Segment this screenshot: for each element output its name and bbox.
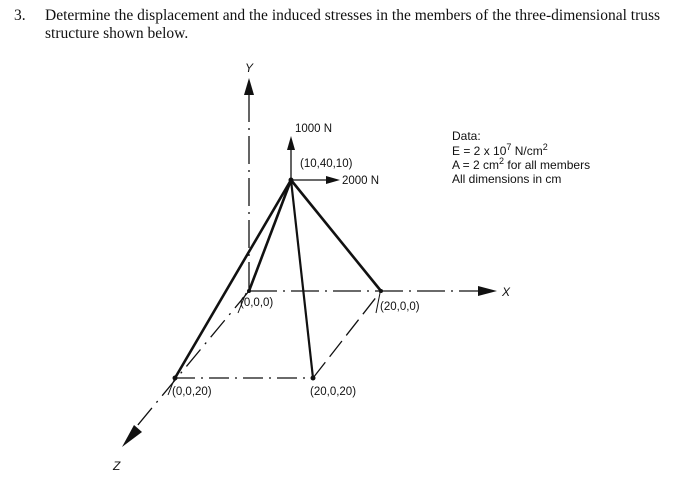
load-vertical xyxy=(287,136,295,180)
y-axis-arrow-icon xyxy=(244,78,254,95)
node-label-xz-support: (20,0,20) xyxy=(310,386,357,398)
z-axis xyxy=(122,291,249,447)
node-label-apex: (10,40,10) xyxy=(300,158,353,170)
xz-support-joint xyxy=(311,376,316,381)
node-label-origin: (0,0,0) xyxy=(240,297,274,309)
base-edges xyxy=(175,291,381,378)
x-support-joint xyxy=(379,289,383,293)
data-block xyxy=(452,129,590,186)
joints xyxy=(173,178,384,381)
base-edge-x xyxy=(313,291,381,378)
x-axis-arrow-icon xyxy=(478,286,497,296)
data-dimensions: All dimensions in cm xyxy=(452,172,562,186)
z-support-joint xyxy=(173,376,178,381)
horizontal-load-label: 2000 N xyxy=(342,175,380,187)
data-heading: Data: xyxy=(452,129,481,143)
member-apex-origin xyxy=(249,180,291,291)
member-apex-x-support xyxy=(291,180,381,291)
node-label-x-support: (20,0,0) xyxy=(380,301,420,313)
member-apex-xz-support xyxy=(291,180,313,378)
x-axis-label: X xyxy=(502,285,511,299)
load-horizontal xyxy=(293,176,340,184)
problem-text-line-2: structure shown below. xyxy=(45,25,189,42)
z-axis-arrow-icon xyxy=(122,425,142,447)
problem-text-line-1: Determine the displacement and the induced stresses in the members of the three-dimensional truss xyxy=(45,7,661,24)
vertical-load-label: 1000 N xyxy=(295,123,333,135)
member-apex-z-support xyxy=(175,180,291,378)
problem-number: 3. xyxy=(14,7,26,24)
x-axis xyxy=(249,286,497,296)
node-label-z-support: (0,0,20) xyxy=(172,386,212,398)
data-modulus: E = 2 x $10^7$ $N/cm^2$ xyxy=(452,142,548,158)
y-axis-label: Y xyxy=(245,61,254,75)
origin-joint xyxy=(247,289,251,293)
z-axis-label: Z xyxy=(113,459,121,473)
horizontal-load-arrow-icon xyxy=(326,176,340,184)
data-area: A = 2 $cm^2$ for all members xyxy=(452,156,591,172)
vertical-load-arrow-icon xyxy=(287,136,295,150)
truss-members xyxy=(175,180,381,378)
label-leaders xyxy=(168,293,380,395)
